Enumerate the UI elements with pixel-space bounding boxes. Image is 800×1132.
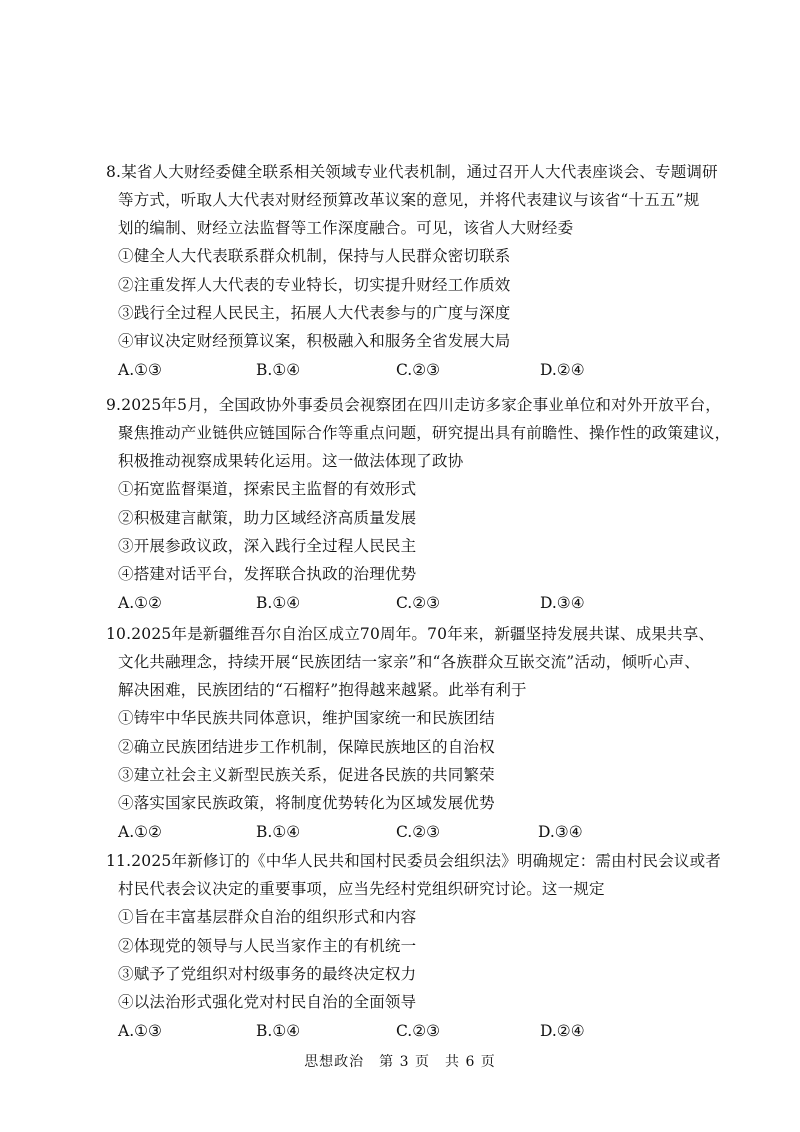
question-stem-line: 积极推动视察成果转化运用。这一做法体现了政协 [118, 452, 464, 470]
option-1: ①健全人大代表联系群众机制，保持与人民群众密切联系 [118, 247, 511, 265]
choice-b: B.①④ [256, 361, 301, 379]
option-4: ④以法治形式强化党对村民自治的全面领导 [118, 993, 417, 1011]
question-stem-line: 9.2025年5月，全国政协外事委员会视察团在四川走访多家企事业单位和对外开放平台， [106, 396, 721, 414]
choice-a: A.①② [118, 823, 162, 841]
question-stem-line: 划的编制、财经立法监督等工作深度融合。可见，该省人大财经委 [118, 219, 574, 237]
question-stem-line: 聚焦推动产业链供应链国际合作等重点问题，研究提出具有前瞻性、操作性的政策建议， [118, 424, 731, 442]
option-4: ④搭建对话平台，发挥联合执政的治理优势 [118, 565, 417, 583]
option-1: ①旨在丰富基层群众自治的组织形式和内容 [118, 908, 417, 926]
question-stem-line: 文化共融理念，持续开展“民族团结一家亲”和“各族群众互嵌交流”活动，倾听心声、 [118, 653, 700, 671]
option-1: ①拓宽监督渠道，探索民主监督的有效形式 [118, 480, 417, 498]
option-2: ②注重发挥人大代表的专业特长，切实提升财经工作质效 [118, 276, 511, 294]
question-stem-line: 等方式，听取人大代表对财经预算改革议案的意见，并将代表建议与该省“十五五”规 [118, 191, 700, 209]
choice-b: B.①④ [256, 823, 301, 841]
option-4: ④落实国家民族政策，将制度优势转化为区域发展优势 [118, 794, 495, 812]
choice-d: D.③④ [540, 594, 585, 612]
answer-choices [118, 822, 718, 842]
answer-choices [118, 360, 718, 380]
choice-a: A.①③ [118, 361, 162, 379]
answer-choices [118, 1021, 718, 1041]
choice-c: C.②③ [396, 823, 441, 841]
option-1: ①铸牢中华民族共同体意识，维护国家统一和民族团结 [118, 709, 495, 727]
option-3: ③建立社会主义新型民族关系，促进各民族的共同繁荣 [118, 766, 495, 784]
choice-a: A.①③ [118, 1022, 162, 1040]
option-2: ②积极建言献策，助力区域经济高质量发展 [118, 509, 417, 527]
question-stem-line: 10.2025年是新疆维吾尔自治区成立70周年。70年来，新疆坚持发展共谋、成果共享、 [106, 625, 715, 643]
choice-c: C.②③ [396, 1022, 441, 1040]
answer-choices [118, 593, 718, 613]
choice-d: D.③④ [538, 823, 583, 841]
option-3: ③开展参政议政，深入践行全过程人民民主 [118, 537, 417, 555]
question-stem-line: 11.2025年新修订的《中华人民共和国村民委员会组织法》明确规定：需由村民会议或者 [106, 852, 721, 870]
question-stem-line: 8.某省人大财经委健全联系相关领域专业代表机制，通过召开人大代表座谈会、专题调研 [106, 163, 718, 181]
choice-b: B.①④ [256, 1022, 301, 1040]
option-2: ②体现党的领导与人民当家作主的有机统一 [118, 937, 417, 955]
choice-c: C.②③ [396, 361, 441, 379]
option-3: ③践行全过程人民民主，拓展人大代表参与的广度与深度 [118, 304, 511, 322]
question-stem-line: 村民代表会议决定的重要事项，应当先经村党组织研究讨论。这一规定 [118, 880, 605, 898]
choice-a: A.①② [118, 594, 162, 612]
option-3: ③赋予了党组织对村级事务的最终决定权力 [118, 965, 417, 983]
choice-b: B.①④ [256, 594, 301, 612]
choice-d: D.②④ [540, 361, 585, 379]
choice-c: C.②③ [396, 594, 441, 612]
option-2: ②确立民族团结进步工作机制，保障民族地区的自治权 [118, 738, 495, 756]
page-footer: 思想政治 第 3 页 共 6 页 [304, 1054, 496, 1070]
option-4: ④审议决定财经预算议案，积极融入和服务全省发展大局 [118, 332, 511, 350]
choice-d: D.②④ [540, 1022, 585, 1040]
question-stem-line: 解决困难，民族团结的“石榴籽”抱得越来越紧。此举有利于 [118, 681, 527, 699]
